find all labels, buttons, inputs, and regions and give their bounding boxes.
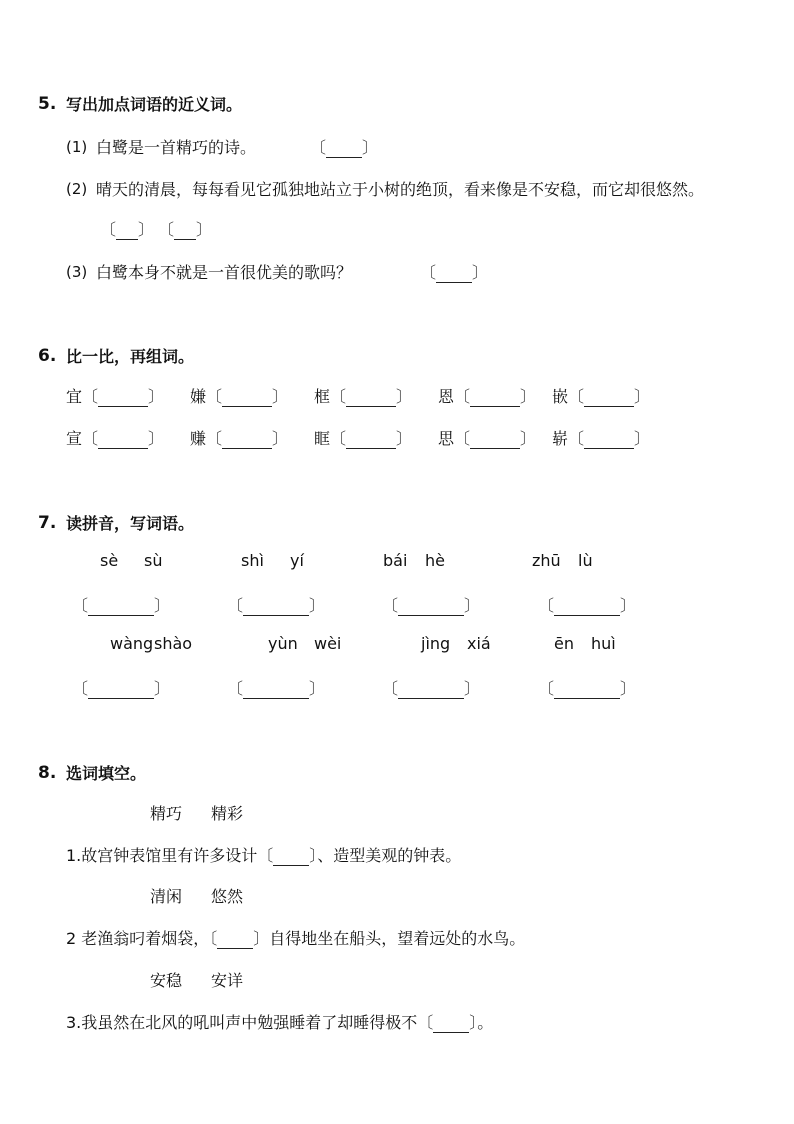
q6-row2-item4[interactable]: 思 〔 〕 — [438, 429, 537, 448]
q7-row2-pinyin4-a: ēn — [554, 634, 574, 653]
q7-row1-pinyin1-a: sè — [100, 551, 119, 570]
q6-title: 比一比，再组词。 — [66, 347, 195, 366]
q6-number: 6. — [38, 346, 57, 366]
q8-group2-option2: 悠然 — [211, 887, 244, 906]
q8-group1-option2: 精彩 — [211, 804, 244, 823]
q8-group3-option2: 安详 — [211, 971, 244, 990]
q7-row2-answer2[interactable]: 〔 〕 — [227, 679, 326, 698]
q6-row1-item4[interactable]: 恩 〔 〕 — [438, 387, 537, 406]
q7-row1-answer1[interactable]: 〔 〕 — [72, 596, 171, 615]
q7-row2-answer4[interactable]: 〔 〕 — [538, 679, 637, 698]
q8-sentence3: 3.我虽然在北风的吼叫声中勉强睡着了却睡得极不〔 〕。 — [66, 1013, 494, 1032]
q8-group3-option1: 安稳 — [150, 971, 183, 990]
q5-item2-answer-a[interactable]: 〔 〕 — [100, 220, 155, 239]
q6-row1-item3[interactable]: 框 〔 〕 — [314, 387, 413, 406]
q7-row2-pinyin3-b: xiá — [467, 634, 491, 653]
q7-row2-pinyin2-a: yùn — [268, 634, 298, 653]
q6-row2-item5[interactable]: 崭 〔 〕 — [552, 429, 651, 448]
q7-row1-answer2[interactable]: 〔 〕 — [227, 596, 326, 615]
q7-row2-pinyin4-b: huì — [591, 634, 616, 653]
q7-row1-pinyin4-b: lù — [578, 551, 593, 570]
q7-row2-answer1[interactable]: 〔 〕 — [72, 679, 171, 698]
q6-row1-item2[interactable]: 嫌 〔 〕 — [190, 387, 289, 406]
q7-row2-answer3[interactable]: 〔 〕 — [382, 679, 481, 698]
q8-sentence2-blank[interactable] — [217, 930, 253, 949]
q8-title: 选词填空。 — [66, 764, 147, 783]
q5-item1-answer[interactable]: 〔 〕 — [310, 138, 379, 157]
q7-row1-pinyin3-a: bái — [383, 551, 408, 570]
q5-item1-label: (1) — [66, 138, 88, 156]
q8-sentence1: 1.故宫钟表馆里有许多设计〔 〕、造型美观的钟表。 — [66, 846, 462, 865]
q7-row1-answer4[interactable]: 〔 〕 — [538, 596, 637, 615]
q7-row1-pinyin4-a: zhū — [532, 551, 561, 570]
q5-item2-label: (2) — [66, 180, 88, 198]
q5-item3-label: (3) — [66, 263, 88, 281]
q5-title: 写出加点词语的近义词。 — [66, 95, 243, 114]
q7-title: 读拼音，写词语。 — [66, 514, 195, 533]
q8-group1-option1: 精巧 — [150, 804, 183, 823]
q8-sentence1-blank[interactable] — [273, 847, 309, 866]
q8-group2-option1: 清闲 — [150, 887, 183, 906]
q6-row1-item5[interactable]: 嵌 〔 〕 — [552, 387, 651, 406]
q6-row2-item2[interactable]: 赚 〔 〕 — [190, 429, 289, 448]
q6-row2-item3[interactable]: 眶 〔 〕 — [314, 429, 413, 448]
q6-row2-item1[interactable]: 宣 〔 〕 — [66, 429, 165, 448]
q7-number: 7. — [38, 513, 57, 533]
q7-row2-pinyin1-b: shào — [154, 634, 193, 653]
q7-row1-pinyin2-a: shì — [241, 551, 264, 570]
q7-row2-pinyin1-a: wàng — [110, 634, 154, 653]
q8-number: 8. — [38, 763, 57, 783]
q6-row1-item1[interactable]: 宜 〔 〕 — [66, 387, 165, 406]
q5-item2-answer-b[interactable]: 〔 〕 — [158, 220, 213, 239]
q7-row1-pinyin1-b: sù — [144, 551, 163, 570]
q8-sentence3-blank[interactable] — [433, 1014, 469, 1033]
q8-sentence2: 2 老渔翁叼着烟袋，〔 〕自得地坐在船头，望着远处的水鸟。 — [66, 929, 526, 948]
q5-item3-text: 白鹭本身不就是一首很优美的歌吗？ — [96, 263, 353, 282]
q7-row1-pinyin2-b: yí — [290, 551, 304, 570]
q7-row1-answer3[interactable]: 〔 〕 — [382, 596, 481, 615]
q7-row2-pinyin2-b: wèi — [314, 634, 342, 653]
q7-row2-pinyin3-a: jìng — [421, 634, 451, 653]
q5-item2-text: 晴天的清晨，每每看见它孤独地站立于小树的绝顶，看来像是不安稳，而它却很悠然。 — [96, 180, 705, 199]
q7-row1-pinyin3-b: hè — [425, 551, 445, 570]
q5-item1-text: 白鹭是一首精巧的诗。 — [96, 138, 257, 157]
q5-number: 5. — [38, 94, 57, 114]
q5-item3-answer[interactable]: 〔 〕 — [420, 263, 489, 282]
